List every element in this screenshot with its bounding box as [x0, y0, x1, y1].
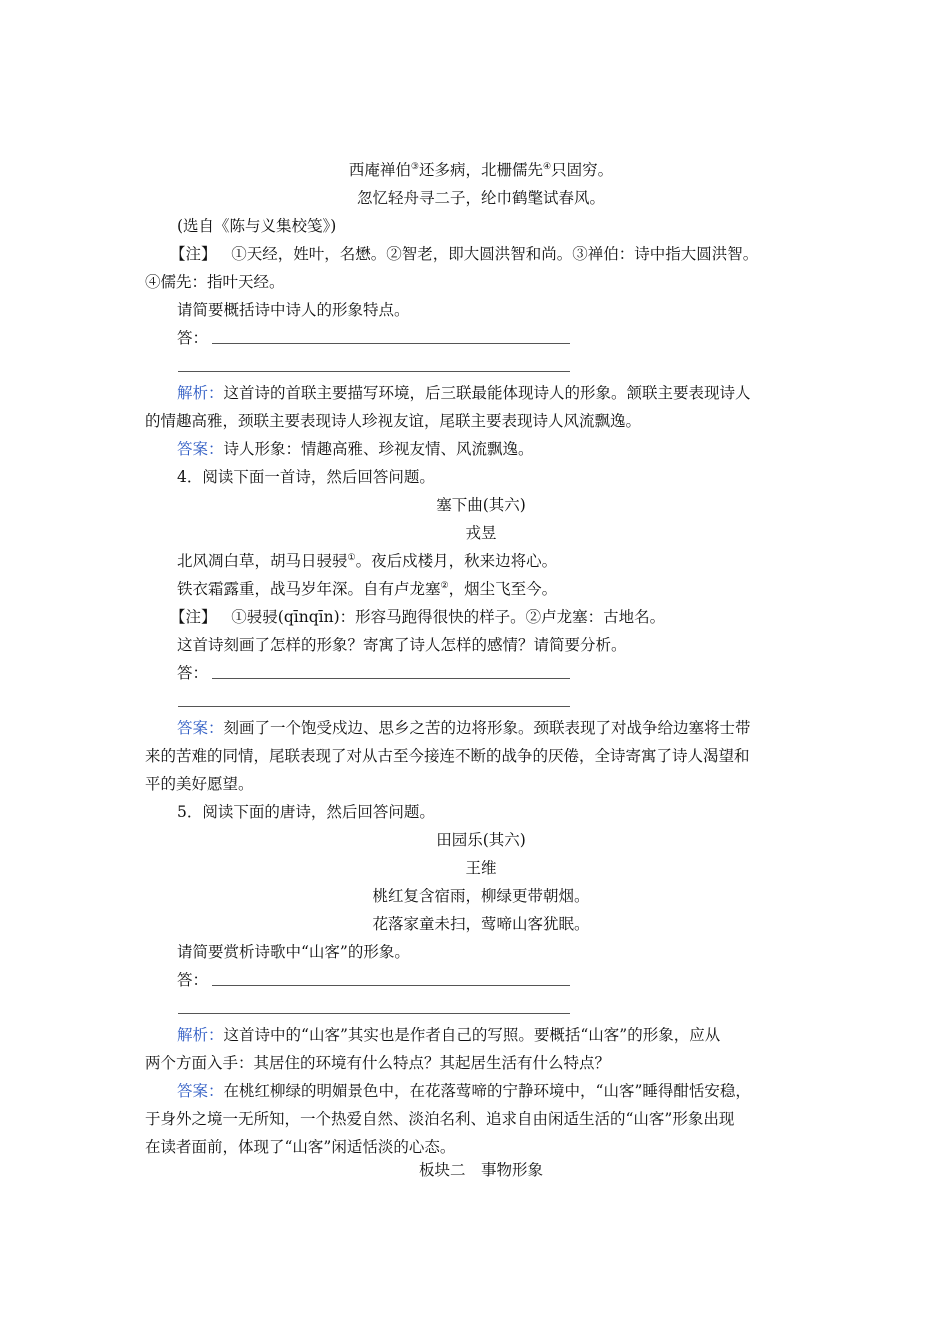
poem-author: 戎昱	[465, 524, 497, 542]
analysis-label: 解析：	[177, 384, 224, 402]
answer-label: 答案：	[177, 719, 224, 737]
question: 这首诗刻画了怎样的形象？寄寓了诗人怎样的感情？请简要分析。	[177, 636, 627, 654]
poem-line: 忽忆轻舟寻二子，纶巾鹤氅试春风。	[356, 189, 605, 207]
note-line: 【注】 ①天经，姓叶，名懋。②智老，即大圆洪智和尚。③禅伯：诗中指大圆洪智。	[170, 245, 759, 263]
poem-line: 北风凋白草，胡马日骎骎①。夜后戍楼月，秋来边将心。	[177, 552, 558, 570]
poem-line: 西庵禅伯③还多病，北栅儒先④只固穷。	[348, 161, 614, 179]
answer-line: 平的美好愿望。	[145, 775, 254, 793]
poem-title: 塞下曲(其六)	[436, 496, 526, 514]
answer-prompt: 答：	[177, 664, 209, 682]
note-line: ④儒先：指叶天经。	[145, 273, 285, 291]
answer-line: 来的苦难的同情，尾联表现了对从古至今接连不断的战争的厌倦，全诗寄寓了诗人渴望和	[145, 747, 750, 765]
answer-label: 答案：	[177, 1082, 224, 1100]
question: 请简要赏析诗歌中“山客”的形象。	[177, 943, 410, 961]
analysis-line: 解析：这首诗的首联主要描写环境，后三联最能体现诗人的形象。颔联主要表现诗人	[177, 384, 751, 402]
poem-source: (选自《陈与义集校笺》)	[177, 217, 337, 235]
answer-blank[interactable]	[212, 343, 570, 344]
poem-line: 桃红复含宿雨，柳绿更带朝烟。	[372, 887, 590, 905]
poem-line: 铁衣霜露重，战马岁年深。自有卢龙塞②，烟尘飞至今。	[177, 580, 558, 598]
answer-line: 答案：在桃红柳绿的明媚景色中，在花落莺啼的宁静环境中，“山客”睡得酣恬安稳，	[177, 1082, 751, 1100]
question: 请简要概括诗中诗人的形象特点。	[177, 301, 410, 319]
analysis-label: 解析：	[177, 1026, 224, 1044]
answer-line: 答案：诗人形象：情趣高雅、珍视友情、风流飘逸。	[177, 440, 534, 458]
answer-line: 答案：刻画了一个饱受戍边、思乡之苦的边将形象。颈联表现了对战争给边塞将士带	[177, 719, 751, 737]
question-prompt: 4．阅读下面一首诗，然后回答问题。	[177, 468, 435, 486]
answer-blank[interactable]	[178, 371, 570, 372]
analysis-line: 两个方面入手：其居住的环境有什么特点？其起居生活有什么特点？	[145, 1054, 611, 1072]
poem-line: 花落家童未扫，莺啼山客犹眠。	[372, 915, 590, 933]
question-prompt: 5．阅读下面的唐诗，然后回答问题。	[177, 803, 435, 821]
section-heading: 板块二 事物形象	[418, 1161, 543, 1179]
answer-blank[interactable]	[178, 706, 570, 707]
answer-label: 答案：	[177, 440, 224, 458]
answer-line: 在读者面前，体现了“山客”闲适恬淡的心态。	[145, 1138, 456, 1156]
answer-line: 于身外之境一无所知，一个热爱自然、淡泊名利、追求自由闲适生活的“山客”形象出现	[145, 1110, 735, 1128]
analysis-line: 解析：这首诗中的“山客”其实也是作者自己的写照。要概括“山客”的形象，应从	[177, 1026, 721, 1044]
analysis-line: 的情趣高雅，颈联主要表现诗人珍视友谊，尾联主要表现诗人风流飘逸。	[145, 412, 642, 430]
poem-title: 田园乐(其六)	[436, 831, 526, 849]
answer-blank[interactable]	[212, 985, 570, 986]
answer-prompt: 答：	[177, 329, 209, 347]
answer-prompt: 答：	[177, 971, 209, 989]
answer-blank[interactable]	[178, 1013, 570, 1014]
poem-author: 王维	[465, 859, 497, 877]
answer-blank[interactable]	[212, 678, 570, 679]
note-line: 【注】 ①骎骎(qīnqīn)：形容马跑得很快的样子。②卢龙塞：古地名。	[170, 608, 666, 626]
